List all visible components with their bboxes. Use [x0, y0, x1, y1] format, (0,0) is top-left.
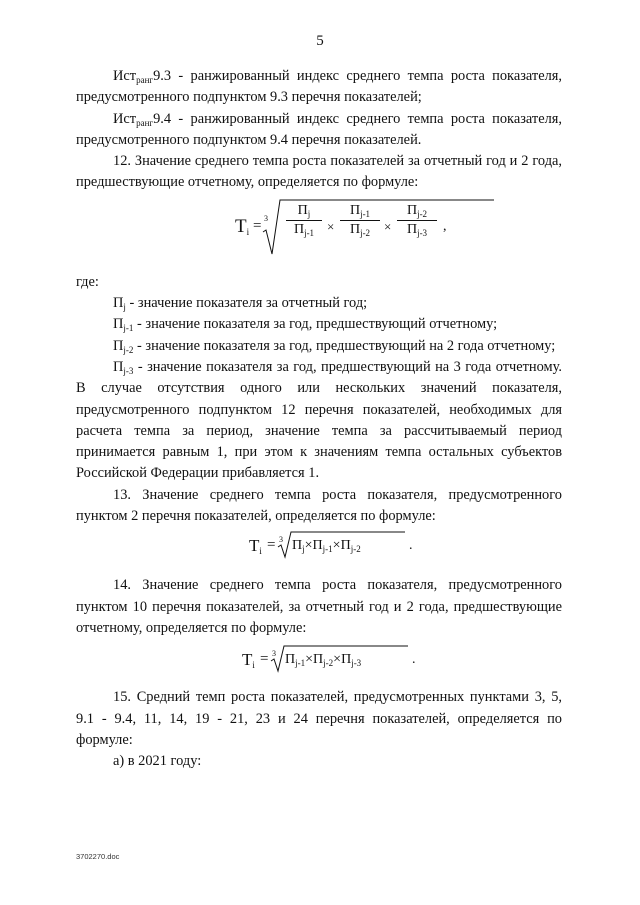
times-sign: ×	[384, 218, 392, 234]
formula-comma: ,	[443, 218, 447, 234]
file-name-footer: 3702270.doc	[76, 852, 120, 861]
formula-period: .	[412, 652, 416, 668]
fraction-3: $П_{j-2}$ $П_{j-3}$	[397, 202, 437, 239]
paragraph-14: 14. Значение среднего темпа роста показателя, предусмотренного пунктом 10 перечня показателей, за отчетный год и 2 года, предшествующие отчетному, определяется по формуле:	[76, 577, 562, 636]
formula-equals: =	[267, 537, 276, 554]
paragraph-ist-9-3	[76, 66, 562, 109]
formula-12	[76, 194, 562, 264]
paragraph-12: 12. Значение среднего темпа роста показателей за отчетный год и 2 года, предшествующие отчетному, определяется по формуле:	[76, 153, 562, 191]
root-index: 3	[279, 535, 283, 545]
definition-pj2: $П_{j-2}$ - значение показателя за год, предшествующий на 2 года отчетному;	[113, 337, 556, 355]
formula-period: .	[409, 538, 413, 554]
ist-subscript: ранг	[136, 117, 154, 128]
formula-13	[76, 527, 562, 567]
page-number: 5	[316, 33, 324, 49]
definition-pj: $П_j$ - значение показателя за отчетный год;	[113, 295, 368, 313]
ist-prefix: Ист	[113, 110, 137, 127]
paragraph-15a: а) в 2021 году:	[113, 753, 202, 770]
root-index: 3	[264, 213, 268, 223]
formula-lhs: $T_i$	[242, 650, 255, 671]
fraction-2: $П_{j-1}$ $П_{j-2}$	[340, 202, 380, 239]
paragraph-ist-9-4	[76, 109, 562, 152]
formula-product: $П_j\times П_{j-1}\times П_{j-2}$	[292, 538, 361, 555]
formula-lhs: $T_i$	[249, 536, 262, 557]
root-index: 3	[272, 649, 276, 659]
times-sign: ×	[327, 218, 335, 234]
ist-text: 9.4 - ранжированный индекс среднего темпа роста показателя, предусмотренного подпунктом 9.4 перечня показателей.	[76, 110, 562, 148]
formula-14	[76, 639, 562, 679]
document-body	[76, 66, 562, 772]
ist-prefix: Ист	[113, 68, 137, 84]
ist-text: 9.3 - ранжированный индекс среднего темпа роста показателя, предусмотренного подпунктом 9.3 перечня показателей;	[76, 68, 562, 106]
paragraph-13: 13. Значение среднего темпа роста показателя, предусмотренного пунктом 2 перечня показателей, определяется по формуле:	[76, 486, 562, 525]
definition-pj1: $П_{j-1}$ - значение показателя за год, предшествующий отчетному;	[113, 316, 498, 334]
formula-product: $П_{j-1}\times П_{j-2}\times П_{j-3}$	[285, 652, 362, 669]
paragraph-15: 15. Средний темп роста показателей, предусмотренных пунктами 3, 5, 9.1 - 9.4, 11, 14, 19 - 21, 23 и 24 перечня показателей, определяется по формуле:	[76, 689, 562, 748]
ist-subscript: ранг	[136, 75, 154, 85]
where-label: где:	[76, 273, 99, 290]
definition-pj3: $П_{j-3}$ - значение показателя за год, предшествующий на 3 года отчетному. В случае отсутствия одного или нескольких значений показателя, предусмотренного подпунктом 12 перечня показателей, необходимых для расчета темпа за период, значение темпа за рассчитываемый период принимается равным 1, при этом к значениям темпа остальных субъектов Российской Федерации прибавляется 1.	[76, 358, 562, 482]
fraction-1: $П_j$ $П_{j-1}$	[286, 202, 322, 239]
formula-equals: =	[260, 651, 269, 668]
formula-equals: =	[253, 217, 262, 234]
formula-lhs: $T_i$	[235, 215, 250, 237]
